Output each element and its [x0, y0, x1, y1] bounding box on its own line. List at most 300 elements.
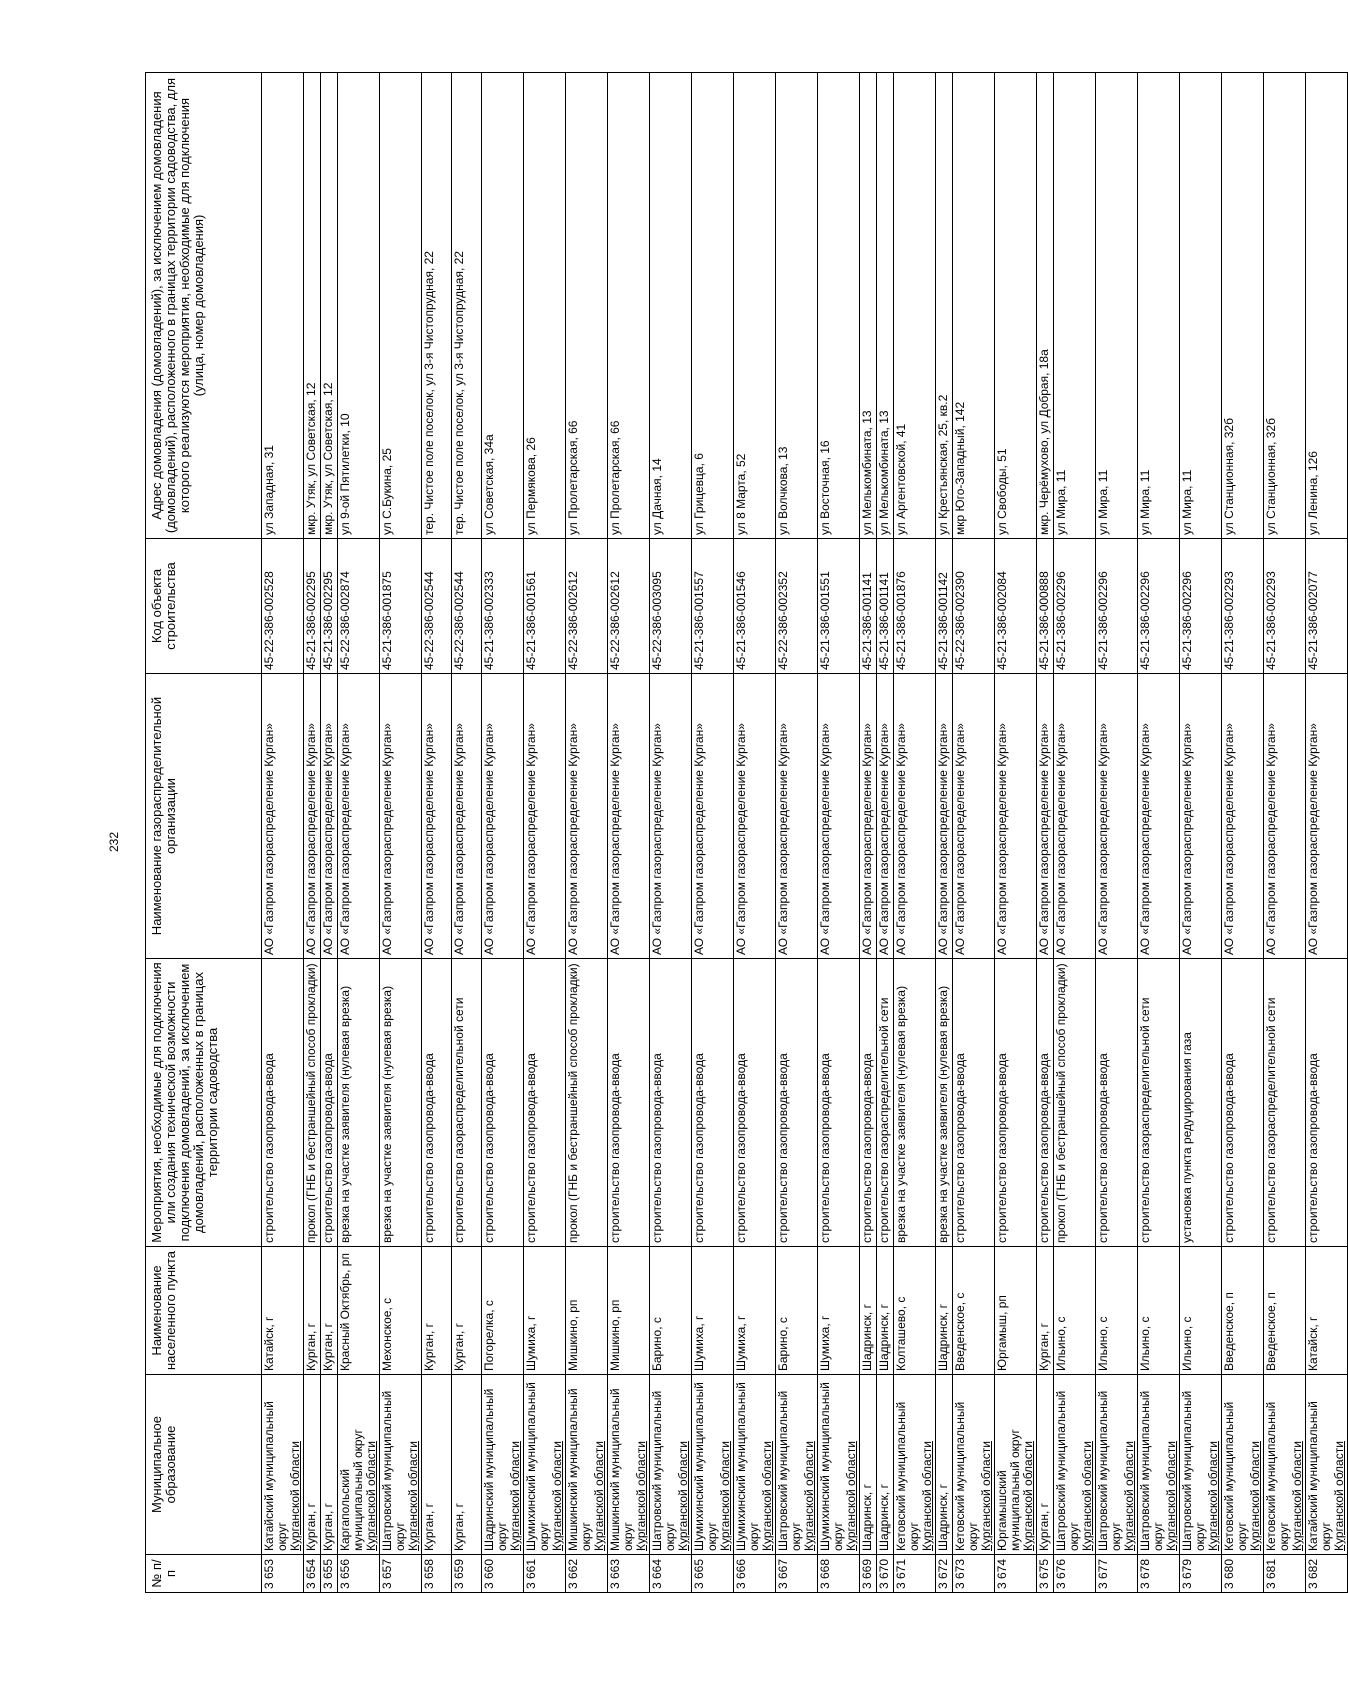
- row-code: 45-21-386-000888: [1037, 539, 1054, 674]
- row-code: 45-21-386-001876: [894, 539, 936, 674]
- municipality-region-line: Курганской области: [634, 1441, 648, 1551]
- municipality-line: Шадринск, г: [877, 1484, 891, 1551]
- row-settlement: Шадринск, г: [860, 1247, 877, 1375]
- table-row: [452, 73, 482, 1593]
- row-municipality: [1037, 1375, 1054, 1555]
- table-row: [524, 73, 566, 1593]
- municipality-line: Шатровский муниципальный округ: [650, 1390, 677, 1551]
- row-number: 3 665: [692, 1555, 734, 1593]
- row-code: 45-21-386-001561: [524, 539, 566, 674]
- row-municipality: [1138, 1375, 1180, 1555]
- row-municipality: [650, 1375, 692, 1555]
- municipality-region-line: Курганской области: [1021, 1441, 1035, 1551]
- row-gdo: АО «Газпром газораспределение Курган»: [1096, 674, 1138, 959]
- table-row: [1264, 73, 1306, 1593]
- municipality-region-line: Курганской области: [288, 1441, 302, 1551]
- municipality-region-line: Курганской области: [802, 1441, 816, 1551]
- row-address: ул 9-ой Пятилетки, 10: [338, 73, 380, 539]
- row-address: ул 8 Марта, 52: [734, 73, 776, 539]
- row-municipality: [692, 1375, 734, 1555]
- table-row: [608, 73, 650, 1593]
- row-address: ул Ленина, 126: [1306, 73, 1348, 539]
- table-row: [422, 73, 452, 1593]
- row-settlement: Барино, с: [650, 1247, 692, 1375]
- row-municipality: [524, 1375, 566, 1555]
- municipality-line: Шадринск, г: [936, 1484, 950, 1551]
- row-measures: строительство газопровода-ввода: [818, 959, 860, 1247]
- row-municipality: [262, 1375, 304, 1555]
- row-measures: строительство газопровода-ввода: [262, 959, 304, 1247]
- row-settlement: Катайск, г: [1306, 1247, 1348, 1375]
- row-number: 3 658: [422, 1555, 452, 1593]
- row-gdo: АО «Газпром газораспределение Курган»: [422, 674, 452, 959]
- row-settlement: Ильино, с: [1138, 1247, 1180, 1375]
- row-number: 3 668: [818, 1555, 860, 1593]
- row-code: 45-21-386-002333: [482, 539, 524, 674]
- row-number: 3 655: [321, 1555, 338, 1593]
- municipality-line: Шумихинский муниципальный округ: [524, 1382, 551, 1551]
- row-settlement: Ильино, с: [1096, 1247, 1138, 1375]
- row-municipality: [1180, 1375, 1222, 1555]
- row-code: 45-22-386-002528: [262, 539, 304, 674]
- row-measures: прокол (ГНБ и бестраншейный способ прокладки): [304, 959, 321, 1247]
- row-number: 3 677: [1096, 1555, 1138, 1593]
- row-municipality: [995, 1375, 1037, 1555]
- table-row: [1180, 73, 1222, 1593]
- row-address: ул Пролетарская, 66: [566, 73, 608, 539]
- municipality-line: Шумихинский муниципальный округ: [692, 1382, 719, 1551]
- row-settlement: Мишкино, рп: [608, 1247, 650, 1375]
- row-settlement: Шадринск, г: [936, 1247, 953, 1375]
- row-address: ул Станционная, 32б: [1222, 73, 1264, 539]
- row-gdo: АО «Газпром газораспределение Курган»: [262, 674, 304, 959]
- municipality-region-line: Курганской области: [1080, 1441, 1094, 1551]
- row-gdo: АО «Газпром газораспределение Курган»: [1306, 674, 1348, 959]
- row-number: 3 670: [877, 1555, 894, 1593]
- row-settlement: Мишкино, рп: [566, 1247, 608, 1375]
- row-measures: строительство газопровода-ввода: [321, 959, 338, 1247]
- row-number: 3 657: [380, 1555, 422, 1593]
- row-municipality: [1264, 1375, 1306, 1555]
- row-gdo: АО «Газпром газораспределение Курган»: [734, 674, 776, 959]
- municipality-region-line: Курганской области: [1248, 1441, 1262, 1551]
- row-number: 3 673: [953, 1555, 995, 1593]
- row-settlement: Шумиха, г: [818, 1247, 860, 1375]
- row-code: 45-21-386-002293: [1222, 539, 1264, 674]
- header-code: Код объекта строительства: [146, 539, 262, 674]
- table-row: [1037, 73, 1054, 1593]
- row-measures: строительство газопровода-ввода: [650, 959, 692, 1247]
- row-code: 45-22-386-002544: [422, 539, 452, 674]
- table-row: [380, 73, 422, 1593]
- row-code: 45-21-386-002296: [1096, 539, 1138, 674]
- row-number: 3 663: [608, 1555, 650, 1593]
- municipality-line: Шадринск, г: [860, 1484, 874, 1551]
- table-row: [1054, 73, 1096, 1593]
- municipality-region-line: Курганской области: [406, 1441, 420, 1551]
- row-municipality: [304, 1375, 321, 1555]
- row-measures: строительство газораспределительной сети: [1138, 959, 1180, 1247]
- row-municipality: [452, 1375, 482, 1555]
- municipality-line: Каргапольский муниципальный округ: [338, 1429, 365, 1551]
- row-gdo: АО «Газпром газораспределение Курган»: [1264, 674, 1306, 959]
- row-number: 3 664: [650, 1555, 692, 1593]
- row-number: 3 666: [734, 1555, 776, 1593]
- row-settlement: Погорелка, с: [482, 1247, 524, 1375]
- header-row: [146, 73, 262, 1593]
- row-gdo: АО «Газпром газораспределение Курган»: [566, 674, 608, 959]
- row-code: 45-21-386-002296: [1180, 539, 1222, 674]
- municipality-region-line: Курганской области: [1206, 1441, 1220, 1551]
- municipality-region-line: Курганской области: [592, 1441, 606, 1551]
- row-measures: строительство газопровода-ввода: [1306, 959, 1348, 1247]
- row-code: 45-21-386-001141: [860, 539, 877, 674]
- row-code: 45-21-386-001546: [734, 539, 776, 674]
- row-settlement: Курган, г: [321, 1247, 338, 1375]
- row-code: 45-21-386-001875: [380, 539, 422, 674]
- row-number: 3 678: [1138, 1555, 1180, 1593]
- row-settlement: Барино, с: [776, 1247, 818, 1375]
- row-municipality: [1222, 1375, 1264, 1555]
- municipality-region-line: Курганской области: [920, 1441, 934, 1551]
- row-measures: строительство газопровода-ввода: [953, 959, 995, 1247]
- municipality-region-line: Курганской области: [508, 1441, 522, 1551]
- row-municipality: [1096, 1375, 1138, 1555]
- header-num: № п/п: [146, 1555, 262, 1593]
- row-code: 45-22-386-002612: [608, 539, 650, 674]
- municipality-region-line: Курганской области: [760, 1441, 774, 1551]
- row-number: 3 671: [894, 1555, 936, 1593]
- table-body: [262, 73, 1348, 1593]
- municipality-line: Шатровский муниципальный округ: [380, 1390, 407, 1551]
- row-gdo: АО «Газпром газораспределение Курган»: [524, 674, 566, 959]
- row-code: 45-21-386-002084: [995, 539, 1037, 674]
- municipality-line: Шатровский муниципальный округ: [1054, 1390, 1081, 1551]
- row-gdo: АО «Газпром газораспределение Курган»: [380, 674, 422, 959]
- table-row: [321, 73, 338, 1593]
- row-code: 45-22-386-002544: [452, 539, 482, 674]
- row-number: 3 667: [776, 1555, 818, 1593]
- row-number: 3 674: [995, 1555, 1037, 1593]
- header-gdo: Наименование газораспределительной организации: [146, 674, 262, 959]
- row-code: 45-21-386-002295: [304, 539, 321, 674]
- row-address: ул Пролетарская, 66: [608, 73, 650, 539]
- row-gdo: АО «Газпром газораспределение Курган»: [1054, 674, 1096, 959]
- row-gdo: АО «Газпром газораспределение Курган»: [338, 674, 380, 959]
- row-address: ул Советская, 34а: [482, 73, 524, 539]
- row-number: 3 672: [936, 1555, 953, 1593]
- row-address: ул С.Букина, 25: [380, 73, 422, 539]
- row-gdo: АО «Газпром газораспределение Курган»: [304, 674, 321, 959]
- municipality-line: Курган, г: [452, 1503, 466, 1551]
- row-number: 3 661: [524, 1555, 566, 1593]
- row-address: ул Пермякова, 26: [524, 73, 566, 539]
- row-measures: строительство газопровода-ввода: [1222, 959, 1264, 1247]
- header-measures: Мероприятия, необходимые для подключения или создания технической возможности подключения домовладений, за исключением домовладений, расположенных в границах территории садоводства: [146, 959, 262, 1247]
- row-gdo: АО «Газпром газораспределение Курган»: [818, 674, 860, 959]
- row-municipality: [321, 1375, 338, 1555]
- row-code: 45-21-386-001551: [818, 539, 860, 674]
- row-settlement: Шумиха, г: [692, 1247, 734, 1375]
- table-row: [262, 73, 304, 1593]
- row-gdo: АО «Газпром газораспределение Курган»: [482, 674, 524, 959]
- row-municipality: [953, 1375, 995, 1555]
- row-number: 3 656: [338, 1555, 380, 1593]
- municipality-line: Шатровский муниципальный округ: [1096, 1390, 1123, 1551]
- header-municipality: Муниципальное образование: [146, 1375, 262, 1555]
- row-gdo: АО «Газпром газораспределение Курган»: [1180, 674, 1222, 959]
- row-number: 3 654: [304, 1555, 321, 1593]
- row-settlement: Введенское, п: [1264, 1247, 1306, 1375]
- row-measures: врезка на участке заявителя (нулевая врезка): [338, 959, 380, 1247]
- row-address: ул Мелькомбината, 13: [877, 73, 894, 539]
- row-code: 45-22-386-003095: [650, 539, 692, 674]
- row-address: ул Аргентовской, 41: [894, 73, 936, 539]
- row-gdo: АО «Газпром газораспределение Курган»: [1222, 674, 1264, 959]
- row-settlement: Курган, г: [422, 1247, 452, 1375]
- table-row: [1096, 73, 1138, 1593]
- municipality-line: Шумихинский муниципальный округ: [818, 1382, 845, 1551]
- row-municipality: [818, 1375, 860, 1555]
- row-measures: строительство газопровода-ввода: [692, 959, 734, 1247]
- municipality-region-line: Курганской области: [550, 1441, 564, 1551]
- table-row: [776, 73, 818, 1593]
- row-municipality: [860, 1375, 877, 1555]
- row-gdo: АО «Газпром газораспределение Курган»: [1037, 674, 1054, 959]
- municipality-region-line: Курганской области: [364, 1441, 378, 1551]
- row-code: 45-21-386-001557: [692, 539, 734, 674]
- row-address: мкр. Черёмухово, ул Добрая, 18а: [1037, 73, 1054, 539]
- row-address: ул Мира, 11: [1138, 73, 1180, 539]
- row-code: 45-21-386-002295: [321, 539, 338, 674]
- municipality-line: Мишкинский муниципальный округ: [608, 1388, 635, 1551]
- row-measures: строительство газораспределительной сети: [452, 959, 482, 1247]
- row-municipality: [1306, 1375, 1348, 1555]
- header-settlement: Наименование населенного пункта: [146, 1247, 262, 1375]
- table-row: [734, 73, 776, 1593]
- row-measures: строительство газопровода-ввода: [422, 959, 452, 1247]
- row-measures: строительство газопровода-ввода: [1096, 959, 1138, 1247]
- row-number: 3 682: [1306, 1555, 1348, 1593]
- row-measures: строительство газораспределительной сети: [877, 959, 894, 1247]
- row-gdo: АО «Газпром газораспределение Курган»: [894, 674, 936, 959]
- row-settlement: Введенское, п: [1222, 1247, 1264, 1375]
- row-address: ул Грицевца, 6: [692, 73, 734, 539]
- row-code: 45-22-386-002612: [566, 539, 608, 674]
- row-code: 45-21-386-002296: [1138, 539, 1180, 674]
- row-gdo: АО «Газпром газораспределение Курган»: [936, 674, 953, 959]
- row-code: 45-21-386-002077: [1306, 539, 1348, 674]
- gasification-table: [145, 72, 1348, 1593]
- row-gdo: АО «Газпром газораспределение Курган»: [321, 674, 338, 959]
- row-municipality: [608, 1375, 650, 1555]
- row-measures: врезка на участке заявителя (нулевая врезка): [380, 959, 422, 1247]
- municipality-line: Курган, г: [321, 1503, 335, 1551]
- row-code: 45-21-386-002296: [1054, 539, 1096, 674]
- municipality-line: Катайский муниципальный округ: [1306, 1401, 1333, 1551]
- row-measures: прокол (ГНБ и бестраншейный способ прокладки): [566, 959, 608, 1247]
- row-measures: строительство газораспределительной сети: [1264, 959, 1306, 1247]
- row-address: ул Станционная, 32б: [1264, 73, 1306, 539]
- row-municipality: [877, 1375, 894, 1555]
- row-gdo: АО «Газпром газораспределение Курган»: [860, 674, 877, 959]
- table-row: [692, 73, 734, 1593]
- municipality-region-line: Курганской области: [1122, 1441, 1136, 1551]
- row-settlement: Шумиха, г: [734, 1247, 776, 1375]
- row-municipality: [338, 1375, 380, 1555]
- row-settlement: Красный Октябрь, рп: [338, 1247, 380, 1375]
- table-row: [650, 73, 692, 1593]
- row-code: 45-21-386-001142: [936, 539, 953, 674]
- row-code: 45-22-386-002352: [776, 539, 818, 674]
- table-row: [304, 73, 321, 1593]
- row-address: ул Дачная, 14: [650, 73, 692, 539]
- row-municipality: [776, 1375, 818, 1555]
- row-address: ул Волчкова, 13: [776, 73, 818, 539]
- row-measures: прокол (ГНБ и бестраншейный способ прокладки): [1054, 959, 1096, 1247]
- row-measures: строительство газопровода-ввода: [734, 959, 776, 1247]
- row-municipality: [566, 1375, 608, 1555]
- row-municipality: [734, 1375, 776, 1555]
- row-number: 3 676: [1054, 1555, 1096, 1593]
- row-settlement: Катайск, г: [262, 1247, 304, 1375]
- row-number: 3 680: [1222, 1555, 1264, 1593]
- row-gdo: АО «Газпром газораспределение Курган»: [776, 674, 818, 959]
- row-measures: строительство газопровода-ввода: [776, 959, 818, 1247]
- table-row: [894, 73, 936, 1593]
- row-address: тер. Чистое поле поселок, ул 3-я Чистопрудная, 22: [422, 73, 452, 539]
- rotated-table-container: [145, 73, 1346, 1593]
- row-settlement: Курган, г: [1037, 1247, 1054, 1375]
- row-settlement: Курган, г: [452, 1247, 482, 1375]
- row-measures: врезка на участке заявителя (нулевая врезка): [936, 959, 953, 1247]
- row-address: мкр. Утяк, ул Советская, 12: [321, 73, 338, 539]
- row-municipality: [894, 1375, 936, 1555]
- row-municipality: [482, 1375, 524, 1555]
- municipality-line: Шатровский муниципальный округ: [1180, 1390, 1207, 1551]
- municipality-region-line: Курганской области: [1164, 1441, 1178, 1551]
- row-address: мкр Юго-Западный, 142: [953, 73, 995, 539]
- row-measures: установка пункта редуцирования газа: [1180, 959, 1222, 1247]
- row-measures: врезка на участке заявителя (нулевая врезка): [894, 959, 936, 1247]
- table-row: [338, 73, 380, 1593]
- row-settlement: Юргамыш, рп: [995, 1247, 1037, 1375]
- table-row: [1222, 73, 1264, 1593]
- row-code: 45-21-386-002293: [1264, 539, 1306, 674]
- row-number: 3 659: [452, 1555, 482, 1593]
- municipality-region-line: Курганской области: [718, 1441, 732, 1551]
- row-code: 45-22-386-002874: [338, 539, 380, 674]
- row-address: ул Мира, 11: [1096, 73, 1138, 539]
- table-row: [818, 73, 860, 1593]
- row-gdo: АО «Газпром газораспределение Курган»: [608, 674, 650, 959]
- row-settlement: Колташево, с: [894, 1247, 936, 1375]
- municipality-region-line: Курганской области: [1332, 1441, 1346, 1551]
- row-municipality: [936, 1375, 953, 1555]
- row-settlement: Шумиха, г: [524, 1247, 566, 1375]
- header-address: Адрес домовладения (домовладений), за исключением домовладения (домовладений), расположенного в границах территории садоводства, для которого реализуются мероприятия, необходимые для подключения (улица, номер домовладения): [146, 73, 262, 539]
- row-number: 3 653: [262, 1555, 304, 1593]
- row-address: ул Крестьянская, 25, кв.2: [936, 73, 953, 539]
- municipality-line: Курган, г: [422, 1503, 436, 1551]
- row-settlement: Введенское, с: [953, 1247, 995, 1375]
- table-row: [1138, 73, 1180, 1593]
- row-measures: строительство газопровода-ввода: [482, 959, 524, 1247]
- row-address: ул Восточная, 16: [818, 73, 860, 539]
- municipality-line: Курган, г: [304, 1503, 318, 1551]
- municipality-line: Кетовский муниципальный округ: [1222, 1401, 1249, 1551]
- row-settlement: Ильино, с: [1180, 1247, 1222, 1375]
- table-row: [482, 73, 524, 1593]
- municipality-region-line: Курганской области: [979, 1441, 993, 1551]
- municipality-line: Катайский муниципальный округ: [262, 1401, 289, 1551]
- row-code: 45-21-386-001141: [877, 539, 894, 674]
- row-gdo: АО «Газпром газораспределение Курган»: [953, 674, 995, 959]
- table-row: [1306, 73, 1348, 1593]
- municipality-line: Кетовский муниципальный округ: [894, 1401, 921, 1551]
- row-municipality: [1054, 1375, 1096, 1555]
- row-measures: строительство газопровода-ввода: [995, 959, 1037, 1247]
- table-row: [566, 73, 608, 1593]
- municipality-region-line: Курганской области: [1290, 1441, 1304, 1551]
- row-gdo: АО «Газпром газораспределение Курган»: [692, 674, 734, 959]
- row-settlement: Мехонское, с: [380, 1247, 422, 1375]
- row-settlement: Курган, г: [304, 1247, 321, 1375]
- page-number: 232: [107, 831, 122, 853]
- municipality-line: Шатровский муниципальный округ: [776, 1390, 803, 1551]
- row-settlement: Шадринск, г: [877, 1247, 894, 1375]
- row-number: 3 669: [860, 1555, 877, 1593]
- municipality-line: Шумихинский муниципальный округ: [734, 1382, 761, 1551]
- municipality-line: Кетовский муниципальный округ: [1264, 1401, 1291, 1551]
- row-gdo: АО «Газпром газораспределение Курган»: [650, 674, 692, 959]
- row-number: 3 660: [482, 1555, 524, 1593]
- row-number: 3 681: [1264, 1555, 1306, 1593]
- row-gdo: АО «Газпром газораспределение Курган»: [452, 674, 482, 959]
- municipality-line: Мишкинский муниципальный округ: [566, 1388, 593, 1551]
- row-measures: строительство газопровода-ввода: [608, 959, 650, 1247]
- municipality-line: Шатровский муниципальный округ: [1138, 1390, 1165, 1551]
- municipality-region-line: Курганской области: [844, 1441, 858, 1551]
- row-address: мкр. Утяк, ул Советская, 12: [304, 73, 321, 539]
- municipality-line: Курган, г: [1037, 1503, 1051, 1551]
- row-measures: строительство газопровода-ввода: [860, 959, 877, 1247]
- row-number: 3 675: [1037, 1555, 1054, 1593]
- row-gdo: АО «Газпром газораспределение Курган»: [1138, 674, 1180, 959]
- row-address: ул Мира, 11: [1180, 73, 1222, 539]
- table-row: [936, 73, 953, 1593]
- table-row: [995, 73, 1037, 1593]
- table-row: [877, 73, 894, 1593]
- row-measures: строительство газопровода-ввода: [1037, 959, 1054, 1247]
- row-municipality: [380, 1375, 422, 1555]
- row-address: ул Западная, 31: [262, 73, 304, 539]
- municipality-region-line: Курганской области: [676, 1441, 690, 1551]
- municipality-line: Юргамышский муниципальный округ: [995, 1429, 1022, 1551]
- row-gdo: АО «Газпром газораспределение Курган»: [877, 674, 894, 959]
- row-address: тер. Чистое поле поселок, ул 3-я Чистопрудная, 22: [452, 73, 482, 539]
- row-number: 3 662: [566, 1555, 608, 1593]
- row-address: ул Мелькомбината, 13: [860, 73, 877, 539]
- row-code: 45-22-386-002390: [953, 539, 995, 674]
- row-address: ул Свободы, 51: [995, 73, 1037, 539]
- municipality-line: Шадринский муниципальный округ: [482, 1388, 509, 1551]
- row-address: ул Мира, 11: [1054, 73, 1096, 539]
- municipality-line: Кетовский муниципальный округ: [953, 1401, 980, 1551]
- row-measures: строительство газопровода-ввода: [524, 959, 566, 1247]
- row-municipality: [422, 1375, 452, 1555]
- row-settlement: Ильино, с: [1054, 1247, 1096, 1375]
